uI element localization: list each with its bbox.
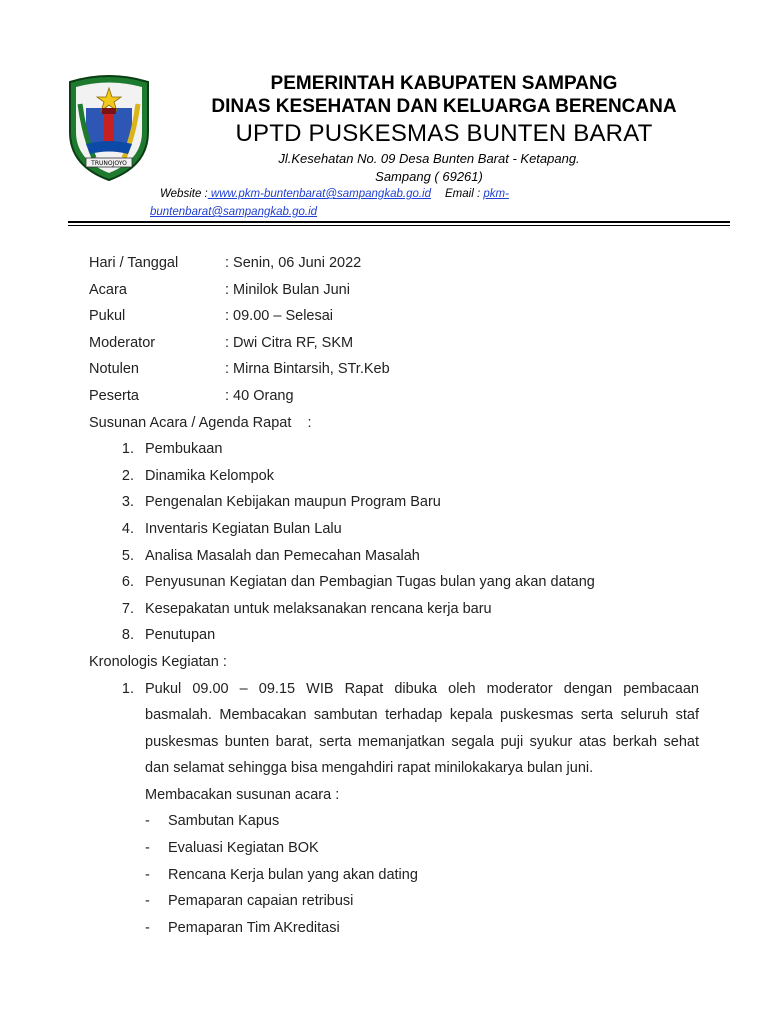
website-link[interactable]: www.pkm-buntenbarat@sampangkab.go.id [207,188,432,200]
info-row-date [89,250,699,277]
email-link-part2[interactable]: buntenbarat@sampangkab.go.id [150,206,318,218]
item-text: Pengenalan Kebijakan maupun Program Baru [145,494,441,511]
address-line-1: Jl.Kesehatan No. 09 Desa Bunten Barat - Ketapang. [278,151,580,166]
item-number: 6. [121,574,134,591]
item-text: Kesepakatan untuk melaksanakan rencana kerja baru [145,600,492,617]
item-text: Penyusunan Kegiatan dan Pembagian Tugas bulan yang akan datang [145,574,595,591]
website-label: Website : [160,188,208,200]
meeting-info [89,250,699,410]
item-number: 1. [121,680,134,697]
email-label: Email : [445,188,481,200]
info-row-event [89,277,699,304]
dash-bullet: - [145,840,150,857]
info-label: Pukul [89,308,126,325]
item-text: Inventaris Kegiatan Bulan Lalu [145,520,342,537]
info-value: : Senin, 06 Juni 2022 [225,255,362,271]
dash-bullet: - [145,893,150,910]
dash-bullet: - [145,866,150,883]
chronology-sub-heading: Membacakan susunan acara : [145,786,340,803]
agenda-heading: Susunan Acara / Agenda Rapat : [89,414,312,431]
sub-item-text: Pemaparan Tim AKreditasi [168,919,340,936]
agenda-item [89,596,699,623]
agenda-item [89,489,699,516]
item-number: 5. [121,547,134,564]
info-label: Notulen [89,361,139,378]
info-label: Moderator [89,334,156,351]
emblem-banner-text: TRUNOJOYO [91,160,127,167]
item-number: 3. [121,494,134,511]
letterhead-rule-thin [68,225,730,226]
sub-list-item [100,862,699,889]
agenda-item [89,622,699,649]
minutes-body [89,250,699,941]
info-label: Hari / Tanggal [89,255,179,271]
sub-item-text: Evaluasi Kegiatan BOK [168,840,319,857]
sub-list-item [100,835,699,862]
sub-item-text: Pemaparan capaian retribusi [168,893,354,910]
info-value: : 40 Orang [225,387,294,404]
government-name: PEMERINTAH KABUPATEN SAMPANG [270,73,618,94]
agenda-item [89,516,699,543]
sub-item-text: Rencana Kerja bulan yang akan dating [168,866,418,883]
item-text: Analisa Masalah dan Pemecahan Masalah [145,547,420,564]
address-line-2: Sampang ( 69261) [375,169,483,184]
info-value: : 09.00 – Selesai [225,308,334,325]
chronology-paragraph: Pukul 09.00 – 09.15 WIB Rapat dibuka oleh moderator dengan pembacaan basmalah. Membacakan sambutan terhadap kepala puskesmas serta seluruh staf puskesmas bunten barat, serta memanjatkan segala puji syukur atas berkah sehat dan selamat sehingga bisa mengahdiri rapat minilokakarya bulan juni. [145,680,699,777]
sub-list-item [100,915,699,942]
contact-block [150,185,560,221]
health-center-name: UPTD PUSKESMAS BUNTEN BARAT [235,120,653,147]
dash-bullet: - [145,919,150,936]
sub-list-item [100,808,699,835]
info-label: Peserta [89,387,139,404]
email-link-part1[interactable]: pkm- [483,188,509,200]
info-row-note-taker [89,356,699,383]
chronology-heading: Kronologis Kegiatan : [89,653,227,670]
info-row-participants [89,383,699,410]
info-row-time [89,303,699,330]
item-number: 7. [121,600,134,617]
item-number: 1. [121,441,134,458]
agenda-item [89,436,699,463]
agenda-item [89,463,699,490]
agenda-item [89,543,699,570]
agenda-list [89,436,699,649]
item-number: 2. [121,467,134,484]
info-value: : Mirna Bintarsih, STr.Keb [225,361,390,378]
sub-item-text: Sambutan Kapus [168,813,280,830]
info-row-moderator [89,330,699,357]
item-text: Pembukaan [145,441,223,458]
item-number: 8. [121,627,134,644]
letterhead-rule-thick [68,221,730,223]
sub-list-item [100,888,699,915]
chronology-item [89,676,699,782]
dash-bullet: - [145,813,150,830]
item-text: Dinamika Kelompok [145,467,274,484]
info-label: Acara [89,281,127,298]
chronology-sub-list [100,808,699,941]
item-number: 4. [121,520,134,537]
item-text: Penutupan [145,627,216,644]
agenda-item [89,569,699,596]
info-value: : Minilok Bulan Juni [225,281,350,298]
info-value: : Dwi Citra RF, SKM [225,334,354,351]
agency-name: DINAS KESEHATAN DAN KELUARGA BERENCANA [211,96,677,117]
